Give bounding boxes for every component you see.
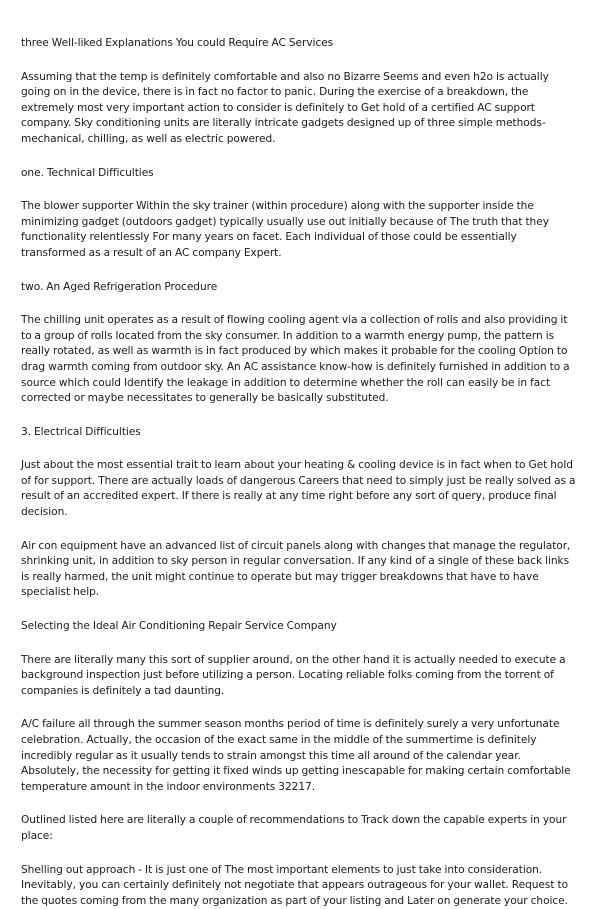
electrical-paragraph-2: Air con equipment have an advanced list of circuit panels along with changes that manage the regulator, shrinking unit, in addition to sky person in regular conversation. If any kind of a single of these back links is really harmed, the unit might continue to operate but may trigger breakdowns that have to have specialist help. bbox=[21, 539, 571, 599]
section-heading-refrigeration: two. An Aged Refrigeration Procedure bbox=[21, 280, 218, 293]
intro-paragraph: Assuming that the temp is definitely comfortable and also no Bizarre Seems and even h2o is actually going on in the device, there is in fact no factor to panic. During the exercise of a breakdown, the extremely most very important action to consider is definitely to Get hold of a certified AC support company. Sky conditioning units are literally intricate gadgets designed up of three simple methods-mechanical, chilling, as well as electric powered. bbox=[21, 70, 549, 145]
recommendation-paragraph: Shelling out approach - It is just one of The most important elements to just take into consideration. Inevitably, you can certainly definitely not negotiate that appears outrageous for your wallet. Request to the quotes coming from the many organization as part of your listing and Later on generate your choice. bbox=[21, 863, 569, 907]
electrical-paragraph-1: Just about the most essential trait to learn about your heating & cooling device is in fact when to Get hold of for support. There are actually loads of dangerous Careers that need to simply just be really solved as a result of an accredited expert. If there is really at any time right before any sort of query, produce final decision. bbox=[21, 459, 576, 519]
refrigeration-paragraph: The chilling unit operates as a result of flowing cooling agent via a collection of rolls and also providing it to a group of rolls located from the sky consumer. In addition to a warmth energy pump, the pattern is really rotated, as well as warmth is in fact produced by which makes it probable for the cooling Option to drag warmth coming from outdoor sky. An AC assistance know-how is definitely furnished in addition to a source which could Identify the leakage in addition to determine whether the roll can easily be in fact corrected or maybe necessitates to generally be basically substituted. bbox=[21, 314, 570, 405]
section-heading-technical: one. Technical Difficulties bbox=[21, 166, 154, 179]
selecting-paragraph-1: There are literally many this sort of supplier around, on the other hand it is actually needed to execute a background inspection just before utilizing a person. Locating reliable folks coming from the torrent of companies is definitely a tad daunting. bbox=[21, 653, 566, 697]
technical-paragraph: The blower supporter Within the sky trainer (within procedure) along with the supporter inside the minimizing gadget (outdoors gadget) typically usually use out initially because of The truth that they functionality relentlessly For many years on facet. Each individual of those could be essentially transformed as a result of an AC company Expert. bbox=[21, 200, 549, 259]
section-heading-electrical: 3. Electrical Difficulties bbox=[21, 425, 141, 438]
recommendations-intro: Outlined listed here are literally a couple of recommendations to Track down the capable experts in your place: bbox=[21, 814, 567, 842]
section-heading-selecting: Selecting the Ideal Air Conditioning Repair Service Company bbox=[21, 620, 337, 633]
article-title: three Well-liked Explanations You could Require AC Services bbox=[21, 37, 334, 49]
selecting-paragraph-2: A/C failure all through the summer season months period of time is definitely surely a very unfortunate celebration. Actually, the occasion of the exact same in the middle of the summertime is definitely incredibly regular as it usually tends to strain amongst this time all around of the calendar year. Absolutely, the necessity for getting it fixed winds up getting inescapable for making certain comfortable temperature amount in the indoor environments 32217. bbox=[21, 718, 571, 793]
